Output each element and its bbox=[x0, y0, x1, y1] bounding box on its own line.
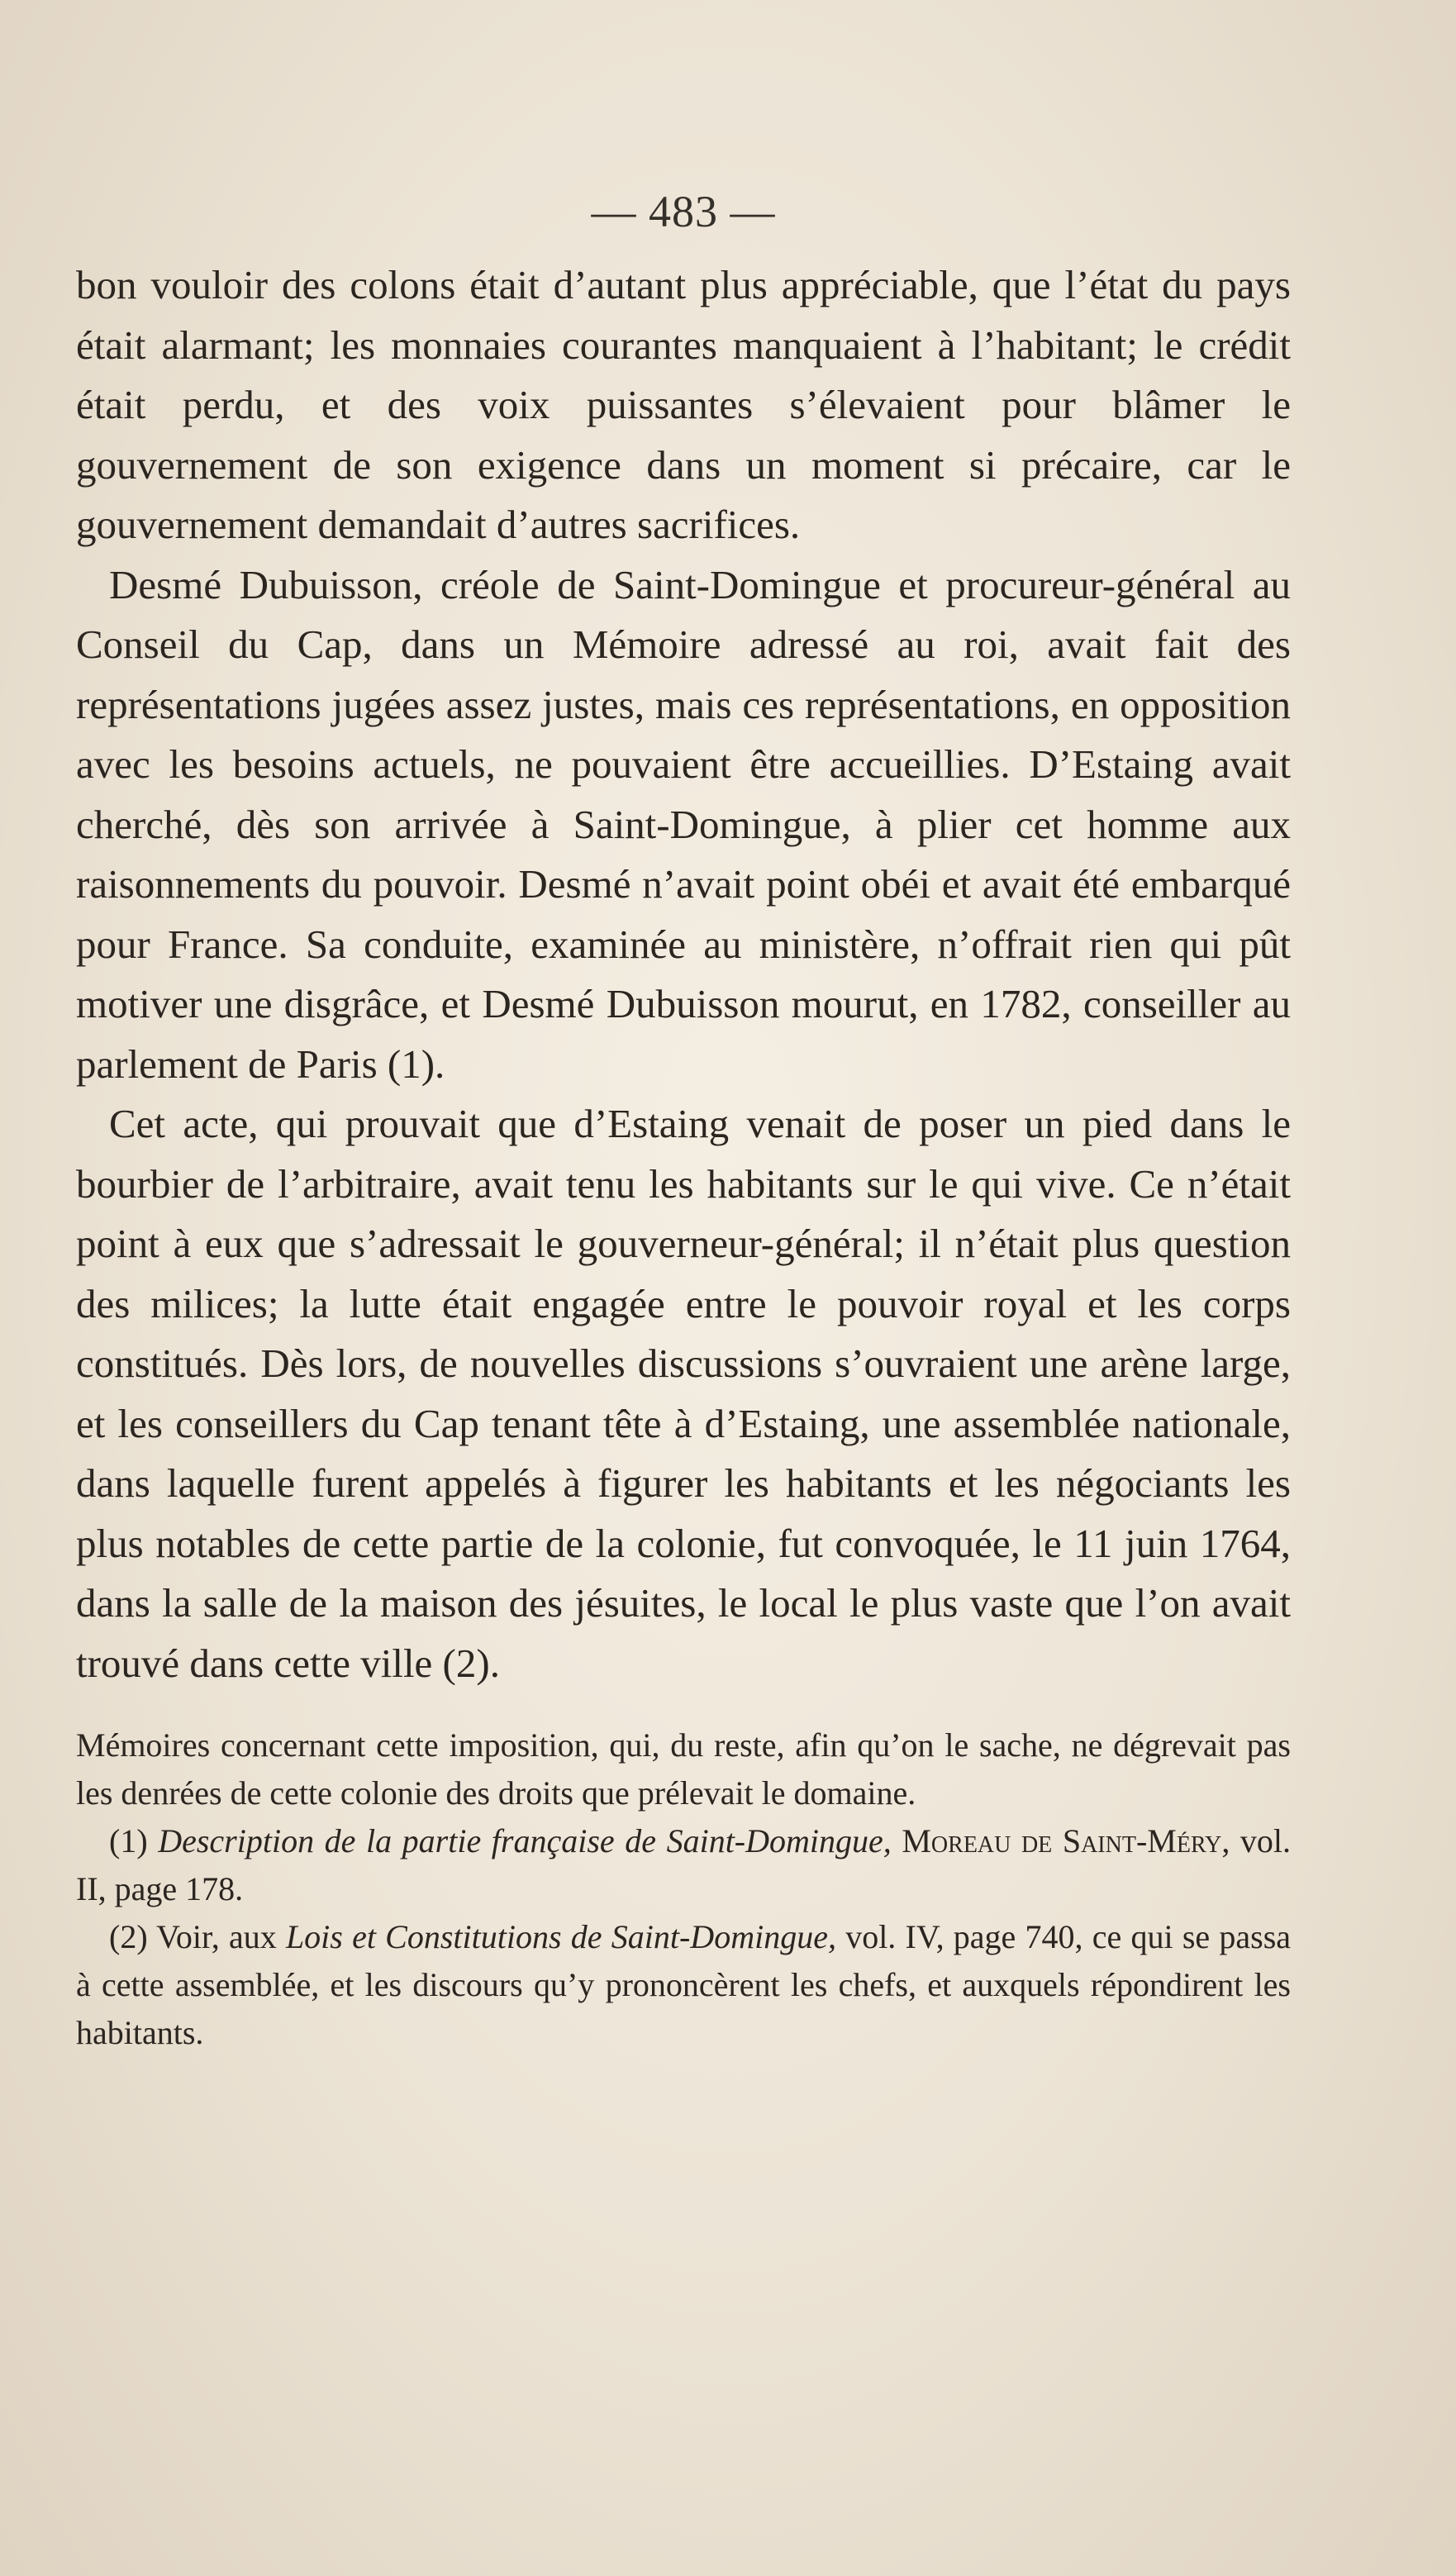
footnote-1-marker: (1) bbox=[109, 1822, 148, 1859]
page-number: — 483 — bbox=[591, 187, 776, 236]
footnote-2-lead: Voir, aux bbox=[156, 1918, 277, 1955]
footnote-1 bbox=[76, 1817, 1291, 1913]
footnote-2-rest: vol. IV, page 740, ce qui se passa à cette assemblée, et les discours qu’y prononcèrent les chefs, et auxquels répondirent les habitants. bbox=[76, 1918, 1292, 2051]
footnote-1-rest: , vol. II, page 178. bbox=[76, 1822, 1292, 1907]
footnote-1-author: Moreau de Saint-Méry bbox=[902, 1822, 1222, 1859]
footnote-2-marker: (2) bbox=[109, 1918, 148, 1955]
paragraph-2: Desmé Dubuisson, créole de Saint-Domingue et procureur-général au Conseil du Cap, dans un Mémoire adressé au roi, avait fait des représentations jugées assez justes, mais ces représentations, en opposition avec les besoins actuels, ne pouvaient être accueillies. D’Estaing avait cherché, dès son arrivée à Saint-Domingue, à plier cet homme aux raisonnements du pouvoir. Desmé n’avait point obéi et avait été embarqué pour France. Sa conduite, examinée au ministère, n’offrait rien qui pût motiver une disgrâce, et Desmé Dubuisson mourut, en 1782, conseiller au parlement de Paris (1). bbox=[76, 561, 1291, 1087]
paragraph-3: Cet acte, qui prouvait que d’Estaing venait de poser un pied dans le bourbier de l’arbitraire, avait tenu les habitants sur le qui vive. Ce n’était point à eux que s’adressait le gouverneur-général; il n’était plus question des milices; la lutte était engagée entre le pouvoir royal et les corps constitués. Dès lors, de nouvelles discussions s’ouvraient une arène large, et les conseillers du Cap tenant tête à d’Estaing, une assemblée nationale, dans laquelle furent appelés à figurer les habitants et les négociants les plus notables de cette partie de la colonie, fut convoquée, le 11 juin 1764, dans la salle de la maison des jésuites, le local le plus vaste que l’on avait trouvé dans cette ville (2). bbox=[76, 1101, 1291, 1686]
paragraph-1: bon vouloir des colons était d’autant plus appréciable, que l’état du pays était alarmant; les monnaies courantes manquaient à l’habitant; le crédit était perdu, et des voix puissantes s’élevaient pour blâmer le gouvernement de son exigence dans un moment si précaire, car le gouvernement demandait d’autres sacrifices. bbox=[76, 262, 1291, 547]
footnote-1-title: Description de la partie française de Saint-Domingue, bbox=[158, 1822, 892, 1859]
footnote-2-title: Lois et Constitutions de Saint-Domingue, bbox=[285, 1918, 836, 1955]
footnote-continuation: Mémoires concernant cette imposition, qui, du reste, afin qu’on le sache, ne dégrevait pas les denrées de cette colonie des droits que prélevait le domaine. bbox=[76, 1726, 1291, 1812]
footnotes bbox=[76, 1721, 1291, 2057]
main-text bbox=[76, 255, 1291, 1693]
book-page bbox=[76, 186, 1291, 2057]
footnote-2 bbox=[76, 1913, 1291, 2057]
